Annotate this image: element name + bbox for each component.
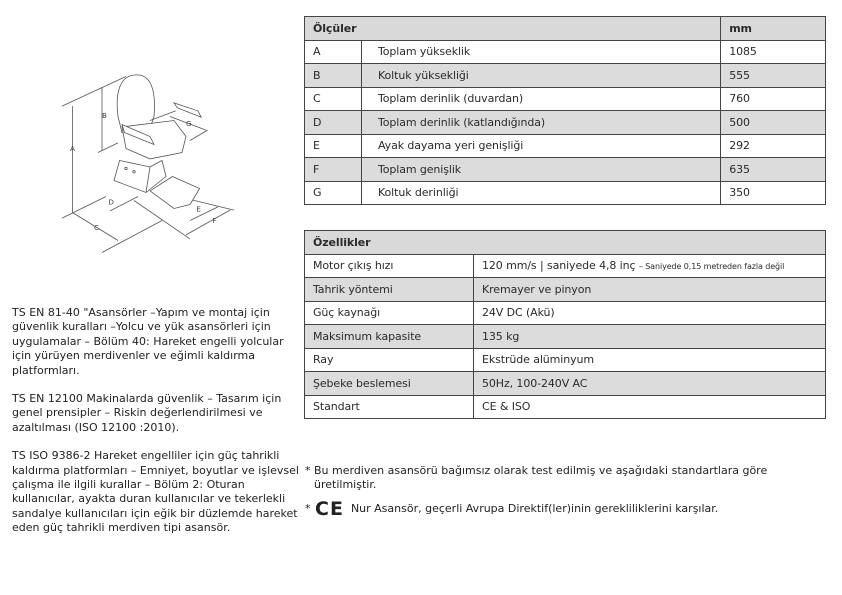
dimension-code: F [305, 158, 362, 182]
dimensions-header: Ölçüler [305, 17, 721, 41]
dimension-label: Toplam derinlik (duvardan) [361, 87, 720, 111]
feature-value-note: – Saniyede 0,15 metreden fazla değil [638, 262, 785, 272]
table-row [305, 301, 826, 325]
feature-label: Tahrik yöntemi [305, 278, 474, 302]
dimension-value: 350 [721, 181, 826, 205]
label-c: C [94, 223, 100, 233]
dimension-code: A [305, 40, 362, 64]
dimension-value: 500 [721, 111, 826, 135]
features-table [304, 230, 826, 419]
dimension-code: C [305, 87, 362, 111]
notes-section [305, 464, 825, 520]
feature-value [474, 254, 826, 278]
table-row [305, 348, 826, 372]
dimensions-header-row [305, 17, 826, 41]
label-a: A [70, 143, 75, 153]
dimension-code: B [305, 64, 362, 88]
standard-ts-en-81-40: TS EN 81-40 "Asansörler –Yapım ve montaj için güvenlik kuralları –Yolcu ve yük asansörleri için uygulamalar – Bölüm 40: Hareket engelli yolcular için yürüyen merdivenler ve eğimli kaldırma platformları. [12, 306, 284, 377]
dimension-code: D [305, 111, 362, 135]
dimension-label: Toplam yükseklik [361, 40, 720, 64]
feature-label: Şebeke beslemesi [305, 372, 474, 396]
features-header: Özellikler [305, 231, 826, 255]
dimension-label: Ayak dayama yeri genişliği [361, 134, 720, 158]
asterisk: * [305, 501, 311, 515]
dimension-value: 555 [721, 64, 826, 88]
test-note [305, 464, 825, 493]
label-b: B [102, 111, 107, 121]
table-row [305, 87, 826, 111]
label-d: D [108, 197, 114, 207]
feature-value: Kremayer ve pinyon [474, 278, 826, 302]
features-header-row [305, 231, 826, 255]
feature-value: 50Hz, 100-240V AC [474, 372, 826, 396]
label-e: E [196, 204, 201, 214]
standard-ts-iso-9386-2: TS ISO 9386-2 Hareket engelliler için güç tahrikli kaldırma platformları – Emniyet, boyutlar ve işlevsel çalışma ile ilgili kurallar – Bölüm 2: Oturan kullanıcılar, ayakta duran kullanıcılar ve tekerlekli sandalye kullanıcıları için eğik bir düzlemde hareket eden güç tahrikli merdiven tipi asansör. [12, 449, 299, 535]
feature-label: Güç kaynağı [305, 301, 474, 325]
feature-label: Motor çıkış hızı [305, 254, 474, 278]
dimension-label: Toplam derinlik (katlandığında) [361, 111, 720, 135]
standards-list [12, 306, 302, 550]
stairlift-dimension-diagram [30, 30, 270, 275]
dimension-value: 292 [721, 134, 826, 158]
feature-value: 24V DC (Akü) [474, 301, 826, 325]
table-row [305, 158, 826, 182]
label-f: F [212, 215, 217, 225]
table-row [305, 111, 826, 135]
ce-note [305, 497, 825, 520]
feature-value: Ekstrüde alüminyum [474, 348, 826, 372]
feature-label: Ray [305, 348, 474, 372]
table-row [305, 372, 826, 396]
table-row [305, 181, 826, 205]
table-row [305, 134, 826, 158]
feature-label: Maksimum kapasite [305, 325, 474, 349]
dimension-label: Toplam genişlik [361, 158, 720, 182]
table-row [305, 64, 826, 88]
table-row [305, 278, 826, 302]
table-row [305, 40, 826, 64]
dimension-label: Koltuk derinliği [361, 181, 720, 205]
ce-note-text: Nur Asansör, geçerli Avrupa Direktif(ler)inin gerekliliklerini karşılar. [350, 501, 719, 515]
label-g: G [186, 119, 192, 129]
table-row [305, 325, 826, 349]
unit-header: mm [721, 17, 826, 41]
standard-ts-en-12100: TS EN 12100 Makinalarda güvenlik – Tasarım için genel prensipler – Riskin değerlendirilmesi ve azaltılması (ISO 12100 :2010). [12, 392, 282, 434]
feature-value-main: 120 mm/s | saniyede 4,8 inç [482, 259, 636, 273]
feature-value: CE & ISO [474, 395, 826, 419]
test-note-text: Bu merdiven asansörü bağımsız olarak test edilmiş ve aşağıdaki standartlara göre üretilmiştir. [314, 464, 768, 492]
dimension-label: Koltuk yüksekliği [361, 64, 720, 88]
table-row [305, 395, 826, 419]
dimension-value: 1085 [721, 40, 826, 64]
asterisk: * [305, 464, 311, 477]
table-row [305, 254, 826, 278]
dimension-code: E [305, 134, 362, 158]
ce-mark-icon: CE [315, 497, 344, 520]
dimension-code: G [305, 181, 362, 205]
dimension-value: 635 [721, 158, 826, 182]
feature-label: Standart [305, 395, 474, 419]
feature-value: 135 kg [474, 325, 826, 349]
dimensions-table [304, 16, 826, 205]
dimension-value: 760 [721, 87, 826, 111]
